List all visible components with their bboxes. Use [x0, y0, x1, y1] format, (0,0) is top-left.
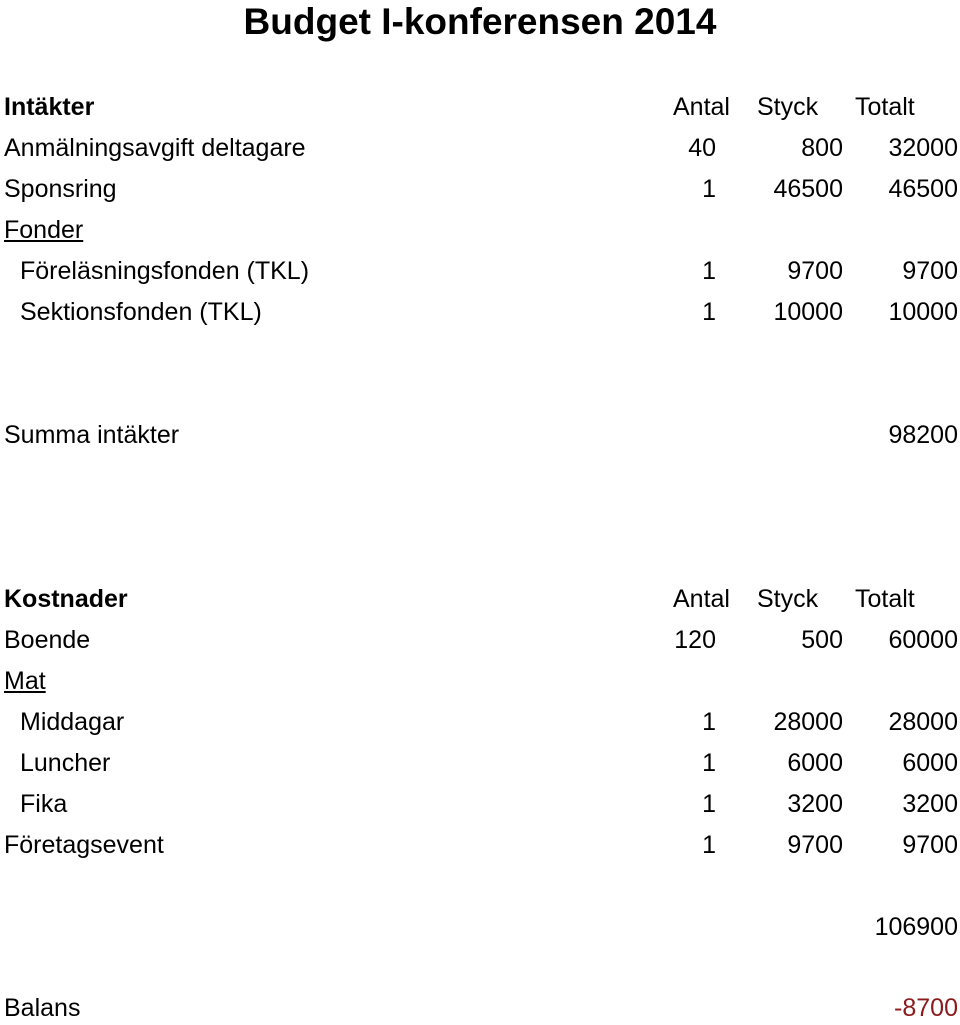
row-totalt: 9700 [902, 257, 958, 285]
page-title: Budget I-konferensen 2014 [243, 1, 717, 42]
row-totalt: 9700 [902, 831, 958, 859]
income-section-heading: Intäkter [4, 93, 95, 121]
column-header-antal: Antal [673, 93, 730, 121]
table-row [0, 828, 960, 862]
table-row [0, 787, 960, 821]
row-totalt: 46500 [888, 175, 958, 203]
costs-section-heading: Kostnader [4, 585, 128, 613]
row-label: Företagsevent [4, 831, 164, 859]
income-sum-label: Summa intäkter [4, 421, 180, 449]
table-row [0, 295, 960, 329]
table-row-group [0, 213, 960, 247]
row-styck: 6000 [787, 749, 843, 777]
column-header-styck: Styck [757, 585, 819, 613]
column-header-antal: Antal [673, 585, 730, 613]
row-label: Middagar [20, 708, 125, 736]
balance-row [0, 991, 960, 1025]
row-styck: 9700 [787, 831, 843, 859]
row-label: Sektionsfonden (TKL) [20, 298, 262, 326]
costs-header-row [0, 582, 960, 616]
row-styck: 46500 [773, 175, 843, 203]
row-antal: 1 [702, 790, 716, 818]
column-header-totalt: Totalt [855, 93, 915, 121]
row-antal: 120 [674, 626, 716, 654]
row-styck: 500 [801, 626, 843, 654]
income-sum-row [0, 418, 960, 452]
column-header-totalt: Totalt [855, 585, 915, 613]
row-totalt: 10000 [888, 298, 958, 326]
row-label: Boende [4, 626, 91, 654]
row-totalt: 6000 [902, 749, 958, 777]
costs-sum-value: 106900 [874, 913, 958, 941]
row-label: Luncher [20, 749, 111, 777]
costs-sum-row [0, 910, 960, 944]
row-label: Fika [20, 790, 68, 818]
income-sum-value: 98200 [888, 421, 958, 449]
group-label: Mat [4, 667, 46, 695]
row-styck: 800 [801, 134, 843, 162]
row-styck: 28000 [773, 708, 843, 736]
row-antal: 1 [702, 708, 716, 736]
table-row [0, 254, 960, 288]
table-row-group [0, 664, 960, 698]
row-antal: 1 [702, 749, 716, 777]
row-label: Sponsring [4, 175, 117, 203]
table-row [0, 623, 960, 657]
row-label: Föreläsningsfonden (TKL) [20, 257, 310, 285]
row-antal: 1 [702, 831, 716, 859]
column-header-styck: Styck [757, 93, 819, 121]
row-totalt: 28000 [888, 708, 958, 736]
group-label: Fonder [4, 216, 84, 244]
row-styck: 10000 [773, 298, 843, 326]
table-row [0, 705, 960, 739]
row-antal: 1 [702, 257, 716, 285]
table-row [0, 746, 960, 780]
row-totalt: 32000 [888, 134, 958, 162]
balance-label: Balans [4, 994, 81, 1022]
row-totalt: 3200 [902, 790, 958, 818]
row-totalt: 60000 [888, 626, 958, 654]
row-styck: 3200 [787, 790, 843, 818]
row-antal: 40 [688, 134, 716, 162]
table-row [0, 172, 960, 206]
row-antal: 1 [702, 175, 716, 203]
table-row [0, 131, 960, 165]
income-header-row [0, 90, 960, 124]
row-antal: 1 [702, 298, 716, 326]
row-styck: 9700 [787, 257, 843, 285]
balance-value: -8700 [894, 994, 958, 1022]
row-label: Anmälningsavgift deltagare [4, 134, 306, 162]
